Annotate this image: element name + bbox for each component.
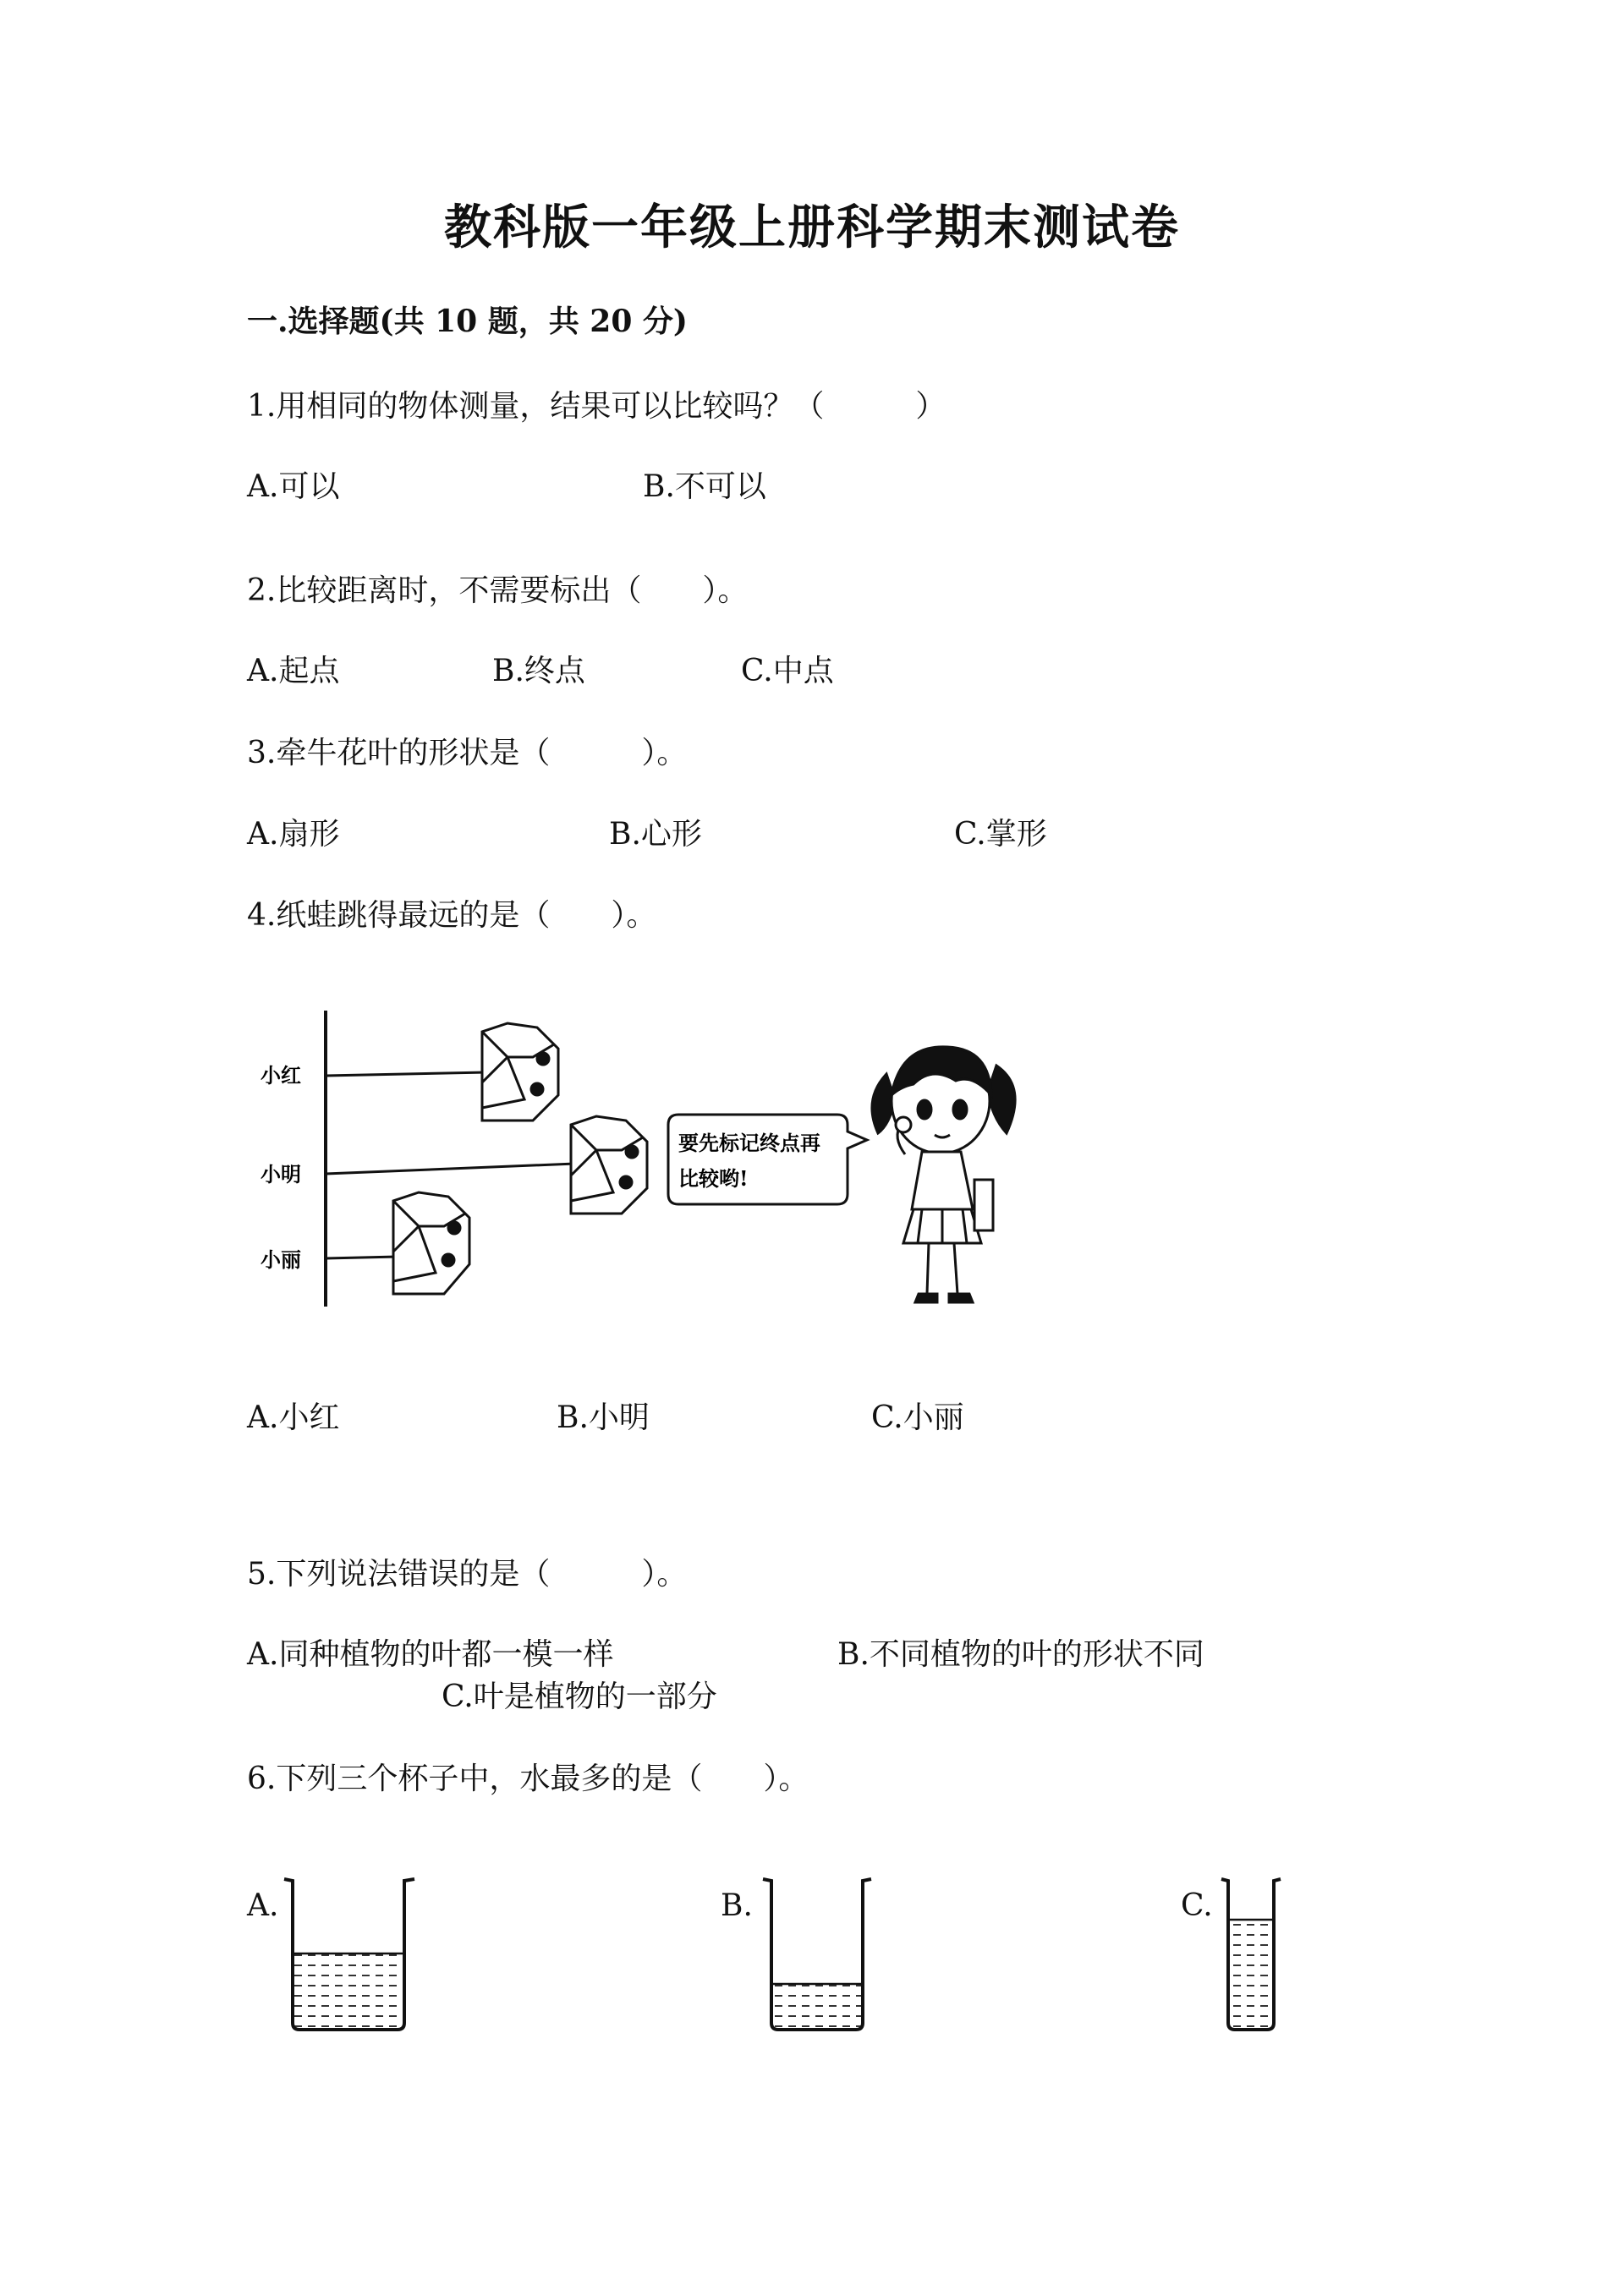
q4-option-a[interactable]: A.小红 xyxy=(247,1400,340,1435)
section-heading: 一.选择题(共 10 题，共 20 分) xyxy=(247,304,688,339)
paper-frog-icon xyxy=(482,1023,558,1121)
q1-option-b[interactable]: B.不可以 xyxy=(643,469,766,504)
beaker-c-icon xyxy=(1218,1869,1286,2038)
page-title: 教科版一年级上册科学期末测试卷 xyxy=(444,200,1180,255)
question-3: 3.牵牛花叶的形状是（ ）。 xyxy=(247,736,688,770)
label-xiaohong: 小红 xyxy=(261,1063,301,1088)
girl-illustration-icon xyxy=(872,1047,1015,1302)
q5-option-a[interactable]: A.同种植物的叶都一模一样 xyxy=(247,1637,614,1672)
question-1: 1.用相同的物体测量，结果可以比较吗？（ ） xyxy=(247,389,946,424)
question-5: 5.下列说法错误的是（ ）。 xyxy=(247,1557,688,1592)
question-4: 4.纸蛙跳得最远的是（ ）。 xyxy=(247,898,657,933)
q5-option-b[interactable]: B.不同植物的叶的形状不同 xyxy=(837,1637,1204,1672)
q2-option-a[interactable]: A.起点 xyxy=(247,654,340,688)
question-2: 2.比较距离时，不需要标出（ ）。 xyxy=(247,573,749,608)
speech-bubble xyxy=(668,1115,867,1204)
q3-option-c[interactable]: C.掌形 xyxy=(954,817,1047,852)
question-6: 6.下列三个杯子中，水最多的是（ ）。 xyxy=(247,1762,809,1796)
q2-option-b[interactable]: B.终点 xyxy=(492,654,585,688)
q3-option-a[interactable]: A.扇形 xyxy=(247,817,340,852)
label-xiaoming: 小明 xyxy=(261,1162,301,1186)
paper-frog-icon xyxy=(393,1192,469,1294)
q1-option-a[interactable]: A.可以 xyxy=(247,469,340,504)
label-xiaoli: 小丽 xyxy=(261,1247,301,1272)
q6-option-a[interactable]: A. xyxy=(247,1888,279,1923)
frog-jump-figure xyxy=(245,1006,1040,1319)
q5-option-c[interactable]: C.叶是植物的一部分 xyxy=(442,1680,717,1714)
paper-frog-icon xyxy=(571,1116,647,1214)
beaker-b-icon xyxy=(760,1869,878,2038)
speech-line-2: 比较哟! xyxy=(678,1166,749,1191)
beaker-a-icon xyxy=(279,1869,423,2038)
q4-option-c[interactable]: C.小丽 xyxy=(871,1400,964,1435)
q6-option-c[interactable]: C. xyxy=(1181,1888,1213,1923)
q2-option-c[interactable]: C.中点 xyxy=(741,654,834,688)
speech-line-1: 要先标记终点再 xyxy=(678,1131,820,1155)
q6-option-b[interactable]: B. xyxy=(721,1888,753,1923)
q4-option-b[interactable]: B.小明 xyxy=(557,1400,650,1435)
q3-option-b[interactable]: B.心形 xyxy=(609,817,702,852)
